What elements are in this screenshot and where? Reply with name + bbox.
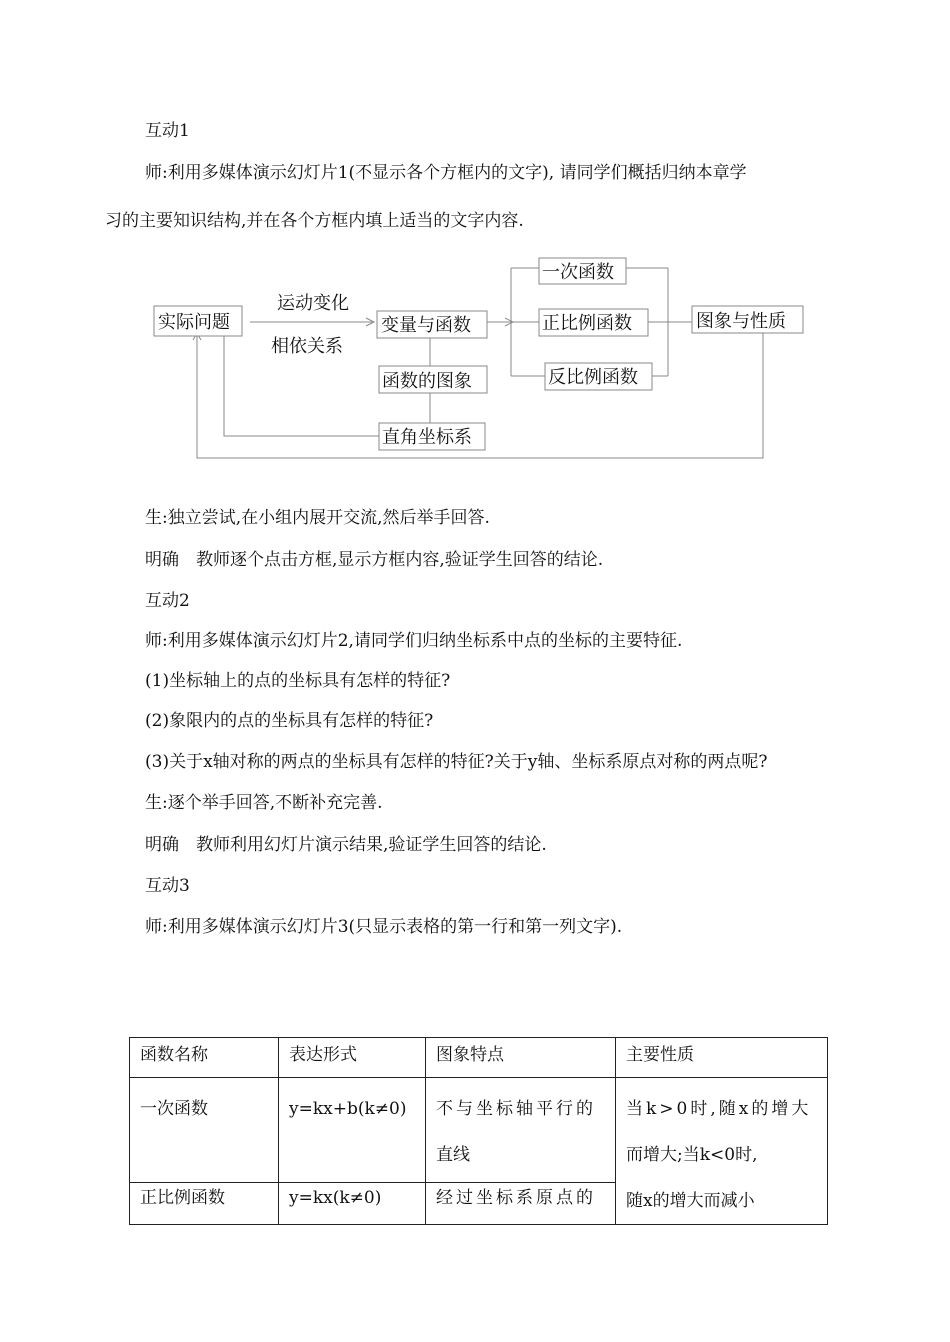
table-cell-feature [426,1183,616,1225]
table-cell-name: 一次函数 [130,1078,279,1183]
table-row [130,1078,828,1183]
box-variable-label: 变量与函数 [381,315,471,336]
table-cell-form: y=kx+b(k≠0) [279,1078,426,1183]
paragraph: (3)关于x轴对称的两点的坐标具有怎样的特征?关于y轴、坐标系原点对称的两点呢? [145,752,768,772]
table-header-cell: 函数名称 [130,1038,279,1078]
paragraph: (1)坐标轴上的点的坐标具有怎样的特征? [145,671,451,691]
motion-label: 运动变化 [277,293,349,314]
paragraph: 习的主要知识结构,并在各个方框内填上适当的文字内容. [105,211,524,231]
dependence-label: 相依关系 [271,336,343,357]
feature-line: 不与坐标轴平行的 [436,1099,596,1119]
table-cell-name: 正比例函数 [130,1183,279,1225]
paragraph: 师:利用多媒体演示幻灯片3(只显示表格的第一行和第一列文字). [145,917,623,937]
paragraph: 生:逐个举手回答,不断补充完善. [145,793,383,813]
table-header-cell: 图象特点 [426,1038,616,1078]
property-line: 当k>0时,随x的增大 [626,1099,812,1119]
table-header-cell: 表达形式 [279,1038,426,1078]
knowledge-structure-diagram [0,0,950,500]
paragraph: (2)象限内的点的坐标具有怎样的特征? [145,711,434,731]
paragraph: 互动3 [145,876,190,896]
paragraph: 明确 教师利用幻灯片演示结果,验证学生回答的结论. [145,835,547,855]
paragraph: 生:独立尝试,在小组内展开交流,然后举手回答. [145,508,490,528]
table-cell-property [616,1078,828,1225]
box-coordinate-label: 直角坐标系 [382,427,472,448]
box-properties-label: 图象与性质 [696,311,786,332]
box-graph-label: 函数的图象 [382,371,472,392]
paragraph: 互动1 [145,121,190,141]
feature-line: 经过坐标系原点的 [436,1188,596,1209]
paragraph: 师:利用多媒体演示幻灯片2,请同学们归纳坐标系中点的坐标的主要特征. [145,631,683,651]
box-practical-label: 实际问题 [158,312,230,333]
box-linear-label: 一次函数 [542,262,614,283]
box-direct-label: 正比例函数 [542,313,632,334]
paragraph: 明确 教师逐个点击方框,显示方框内容,验证学生回答的结论. [145,550,604,570]
property-line: 而增大;当k<0时, [626,1145,758,1165]
function-table [129,1037,828,1225]
paragraph: 互动2 [145,591,190,611]
box-inverse-label: 反比例函数 [548,367,638,388]
paragraph: 师:利用多媒体演示幻灯片1(不显示各个方框内的文字), 请同学们概括归纳本章学 [145,163,747,183]
table-header-row [130,1038,828,1078]
table-header-cell: 主要性质 [616,1038,828,1078]
feature-line: 直线 [436,1145,470,1165]
table-cell-form: y=kx(k≠0) [279,1183,426,1225]
table-cell-feature [426,1078,616,1183]
property-line: 随x的增大而减小 [626,1191,755,1211]
